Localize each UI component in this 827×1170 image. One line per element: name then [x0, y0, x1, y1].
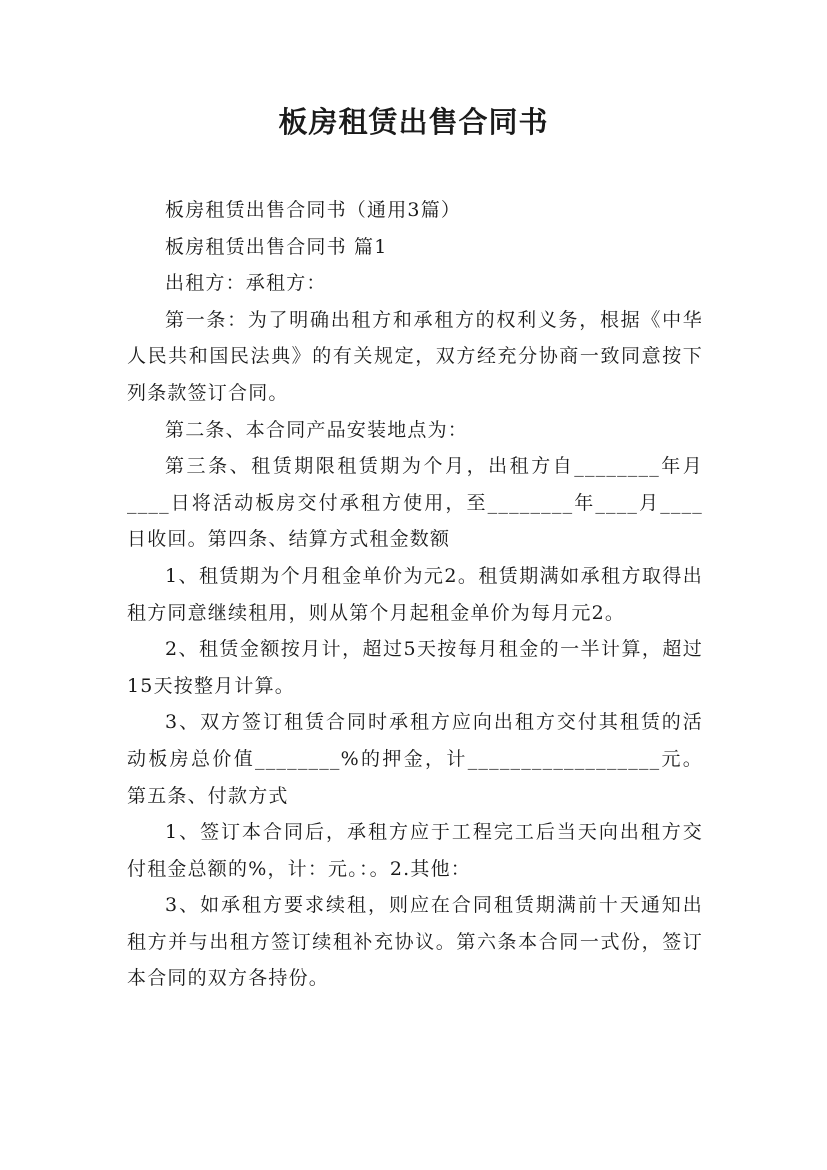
paragraph-section-heading: 板房租赁出售合同书 篇1	[165, 235, 388, 258]
document-title: 板房租赁出售合同书	[278, 105, 549, 139]
paragraph-parties: 出租方：承租方：	[165, 272, 327, 295]
paragraph-clause-payment-1: 1、签订本合同后，承租方应于工程完工后当天向出租方交付租金总额的%，计：元。：。2.其他：	[127, 821, 703, 880]
paragraph-article-3: 第三条、租赁期限租赁期为个月，出租方自________年月____日将活动板房交付承租方使用，至________年____月____日收回。第四条、结算方式租金数额	[127, 455, 703, 551]
paragraph-clause-payment-3: 3、如承租方要求续租，则应在合同租赁期满前十天通知出租方并与出租方签订续租补充协议。第六条本合同一式份，签订本合同的双方各持份。	[127, 894, 703, 990]
paragraph-clause-rent-1: 1、租赁期为个月租金单价为元2。租赁期满如承租方取得出租方同意继续租用，则从第个月起租金单价为每月元2。	[127, 564, 703, 624]
document-body	[127, 192, 703, 997]
paragraph-clause-rent-3: 3、双方签订租赁合同时承租方应向出租方交付其租赁的活动板房总价值________%的押金，计__________________元。第五条、付款方式	[127, 711, 703, 807]
paragraph-article-2: 第二条、本合同产品安装地点为：	[165, 418, 469, 441]
paragraph-subtitle: 板房租赁出售合同书（通用3篇）	[165, 199, 462, 221]
paragraph-clause-rent-2: 2、租赁金额按月计，超过5天按每月租金的一半计算，超过15天按整月计算。	[127, 638, 703, 697]
paragraph-article-1: 第一条：为了明确出租方和承租方的权利义务，根据《中华人民共和国民法典》的有关规定，双方经充分协商一致同意按下列条款签订合同。	[127, 308, 703, 404]
